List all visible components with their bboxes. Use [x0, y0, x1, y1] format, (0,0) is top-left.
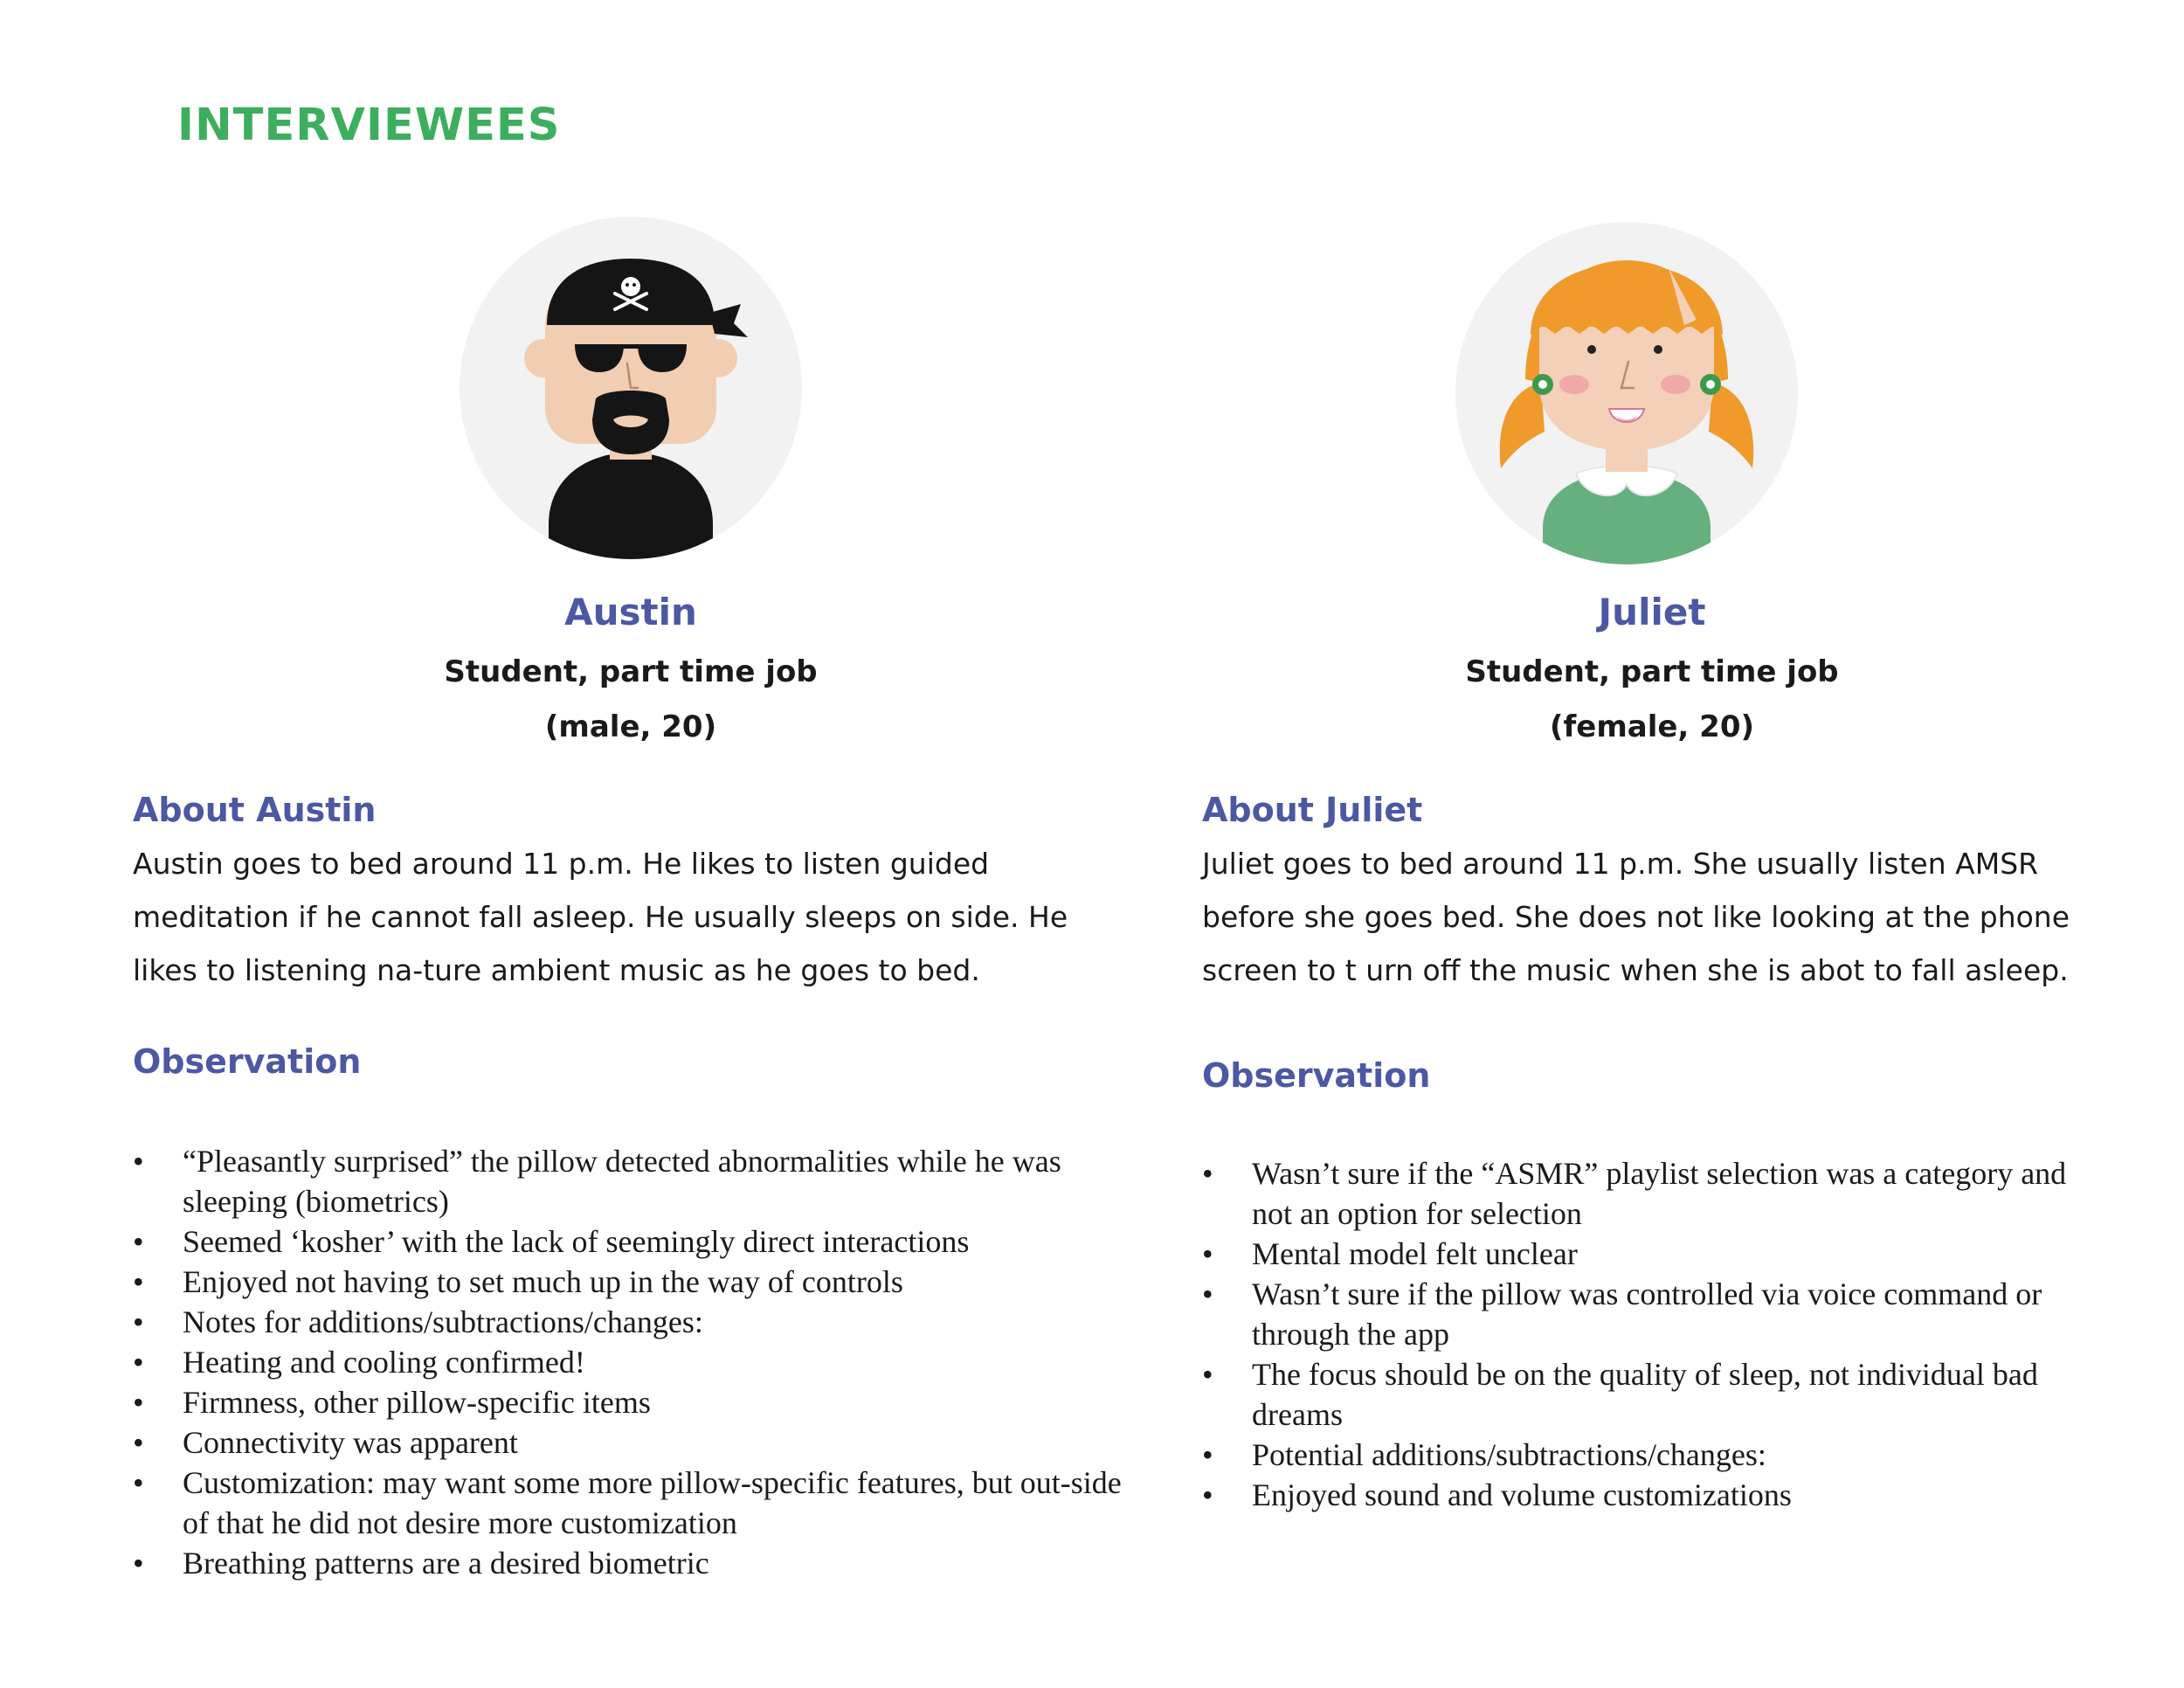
interviewee-role: Student, part time job: [444, 654, 818, 689]
page-title: INTERVIEWEES: [177, 100, 561, 151]
list-item: • Customization: may want some more pillow-specific features, but out-side of that he did not desire more customization: [133, 1463, 1129, 1543]
girl-avatar-icon: [1455, 222, 1798, 564]
about-heading: About Austin: [133, 791, 377, 829]
observation-list: [1202, 1153, 2102, 1515]
list-item: • Heating and cooling confirmed!: [133, 1342, 1129, 1382]
observation-list: [133, 1141, 1129, 1583]
about-heading: About Juliet: [1202, 791, 1423, 829]
pirate-avatar-icon: [460, 217, 802, 559]
about-text: Austin goes to bed around 11 p.m. He likes to listen guided meditation if he cannot fall asleep. He usually sleeps on side. He likes to listening na-ture ambient music as he goes to bed.: [133, 847, 1068, 987]
interviewee-card-austin: [133, 0, 1129, 1688]
list-item: • Wasn’t sure if the pillow was controlled via voice command or through the app: [1202, 1274, 2102, 1354]
list-item: • Potential additions/subtractions/changes:: [1202, 1435, 2102, 1475]
interviewee-demographics: (male, 20): [544, 709, 717, 744]
list-item: • Notes for additions/subtractions/changes:: [133, 1302, 1129, 1342]
interviewee-name: Juliet: [1598, 591, 1706, 633]
about-text: Juliet goes to bed around 11 p.m. She usually listen AMSR before she goes bed. She does not like looking at the phone screen to t urn off the music when she is abot to fall asleep.: [1202, 847, 2070, 987]
interviewee-role: Student, part time job: [1465, 654, 1839, 689]
list-item: • “Pleasantly surprised” the pillow detected abnormalities while he was sleeping (biometrics): [133, 1141, 1129, 1221]
list-item: • Enjoyed not having to set much up in the way of controls: [133, 1262, 1129, 1302]
list-item: • Mental model felt unclear: [1202, 1234, 2102, 1274]
observation-heading: Observation: [1202, 1056, 1431, 1095]
interviewee-demographics: (female, 20): [1549, 709, 1755, 744]
interviewee-name: Austin: [564, 591, 697, 633]
interviewee-card-juliet: [1202, 0, 2102, 1688]
list-item: • The focus should be on the quality of sleep, not individual bad dreams: [1202, 1354, 2102, 1435]
observation-heading: Observation: [133, 1042, 362, 1081]
list-item: • Seemed ‘kosher’ with the lack of seemingly direct interactions: [133, 1221, 1129, 1262]
list-item: • Enjoyed sound and volume customizations: [1202, 1475, 2102, 1515]
list-item: • Firmness, other pillow-specific items: [133, 1382, 1129, 1422]
list-item: • Connectivity was apparent: [133, 1422, 1129, 1463]
list-item: • Wasn’t sure if the “ASMR” playlist selection was a category and not an option for selection: [1202, 1153, 2102, 1234]
list-item: • Breathing patterns are a desired biometric: [133, 1543, 1129, 1583]
